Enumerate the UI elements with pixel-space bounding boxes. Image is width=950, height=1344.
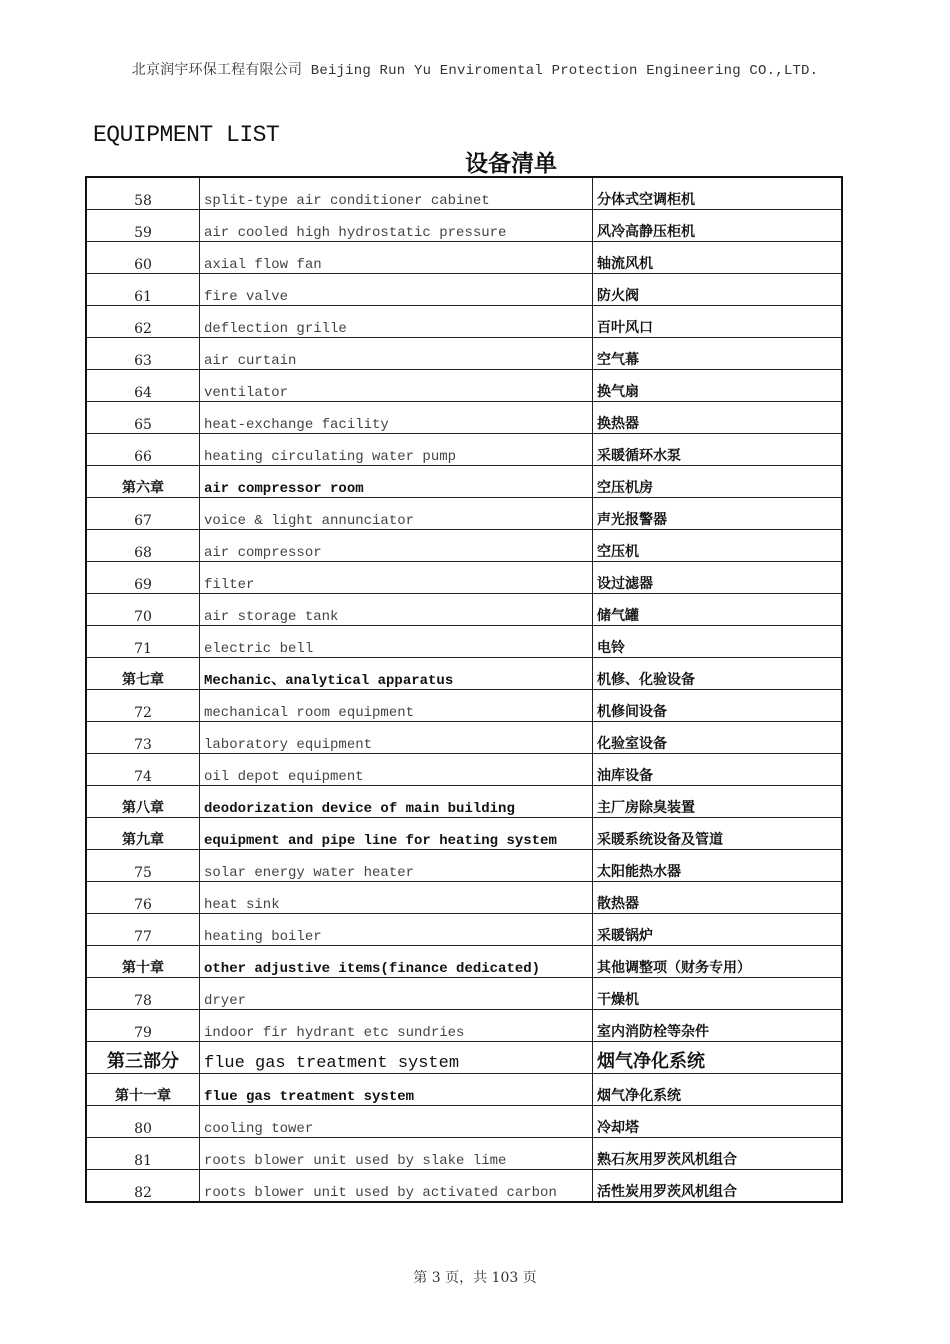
table-row <box>86 242 842 274</box>
row-number: 73 <box>86 722 200 754</box>
row-chinese-name: 防火阀 <box>593 274 843 306</box>
row-chinese-name: 太阳能热水器 <box>593 850 843 882</box>
row-number: 79 <box>86 1010 200 1042</box>
row-number: 80 <box>86 1106 200 1138</box>
row-chinese-name: 冷却塔 <box>593 1106 843 1138</box>
row-english-name: filter <box>200 562 593 594</box>
row-english-name: electric bell <box>200 626 593 658</box>
chapter-row <box>86 946 842 978</box>
row-number: 61 <box>86 274 200 306</box>
table-row <box>86 434 842 466</box>
table-row <box>86 338 842 370</box>
row-english-name: heat sink <box>200 882 593 914</box>
row-chinese-name: 室内消防栓等杂件 <box>593 1010 843 1042</box>
row-number: 60 <box>86 242 200 274</box>
row-number: 第七章 <box>86 658 200 690</box>
row-english-name: heat-exchange facility <box>200 402 593 434</box>
row-chinese-name: 烟气净化系统 <box>593 1074 843 1106</box>
table-row <box>86 370 842 402</box>
row-number: 59 <box>86 210 200 242</box>
table-row <box>86 722 842 754</box>
row-chinese-name: 电铃 <box>593 626 843 658</box>
row-chinese-name: 空压机房 <box>593 466 843 498</box>
row-chinese-name: 风冷高静压柜机 <box>593 210 843 242</box>
row-chinese-name: 油库设备 <box>593 754 843 786</box>
row-english-name: other adjustive items(finance dedicated) <box>200 946 593 978</box>
row-english-name: roots blower unit used by slake lime <box>200 1138 593 1170</box>
row-number: 75 <box>86 850 200 882</box>
row-chinese-name: 活性炭用罗茨风机组合 <box>593 1170 843 1203</box>
row-number: 82 <box>86 1170 200 1203</box>
row-chinese-name: 烟气净化系统 <box>593 1042 843 1074</box>
row-english-name: indoor fir hydrant etc sundries <box>200 1010 593 1042</box>
row-english-name: laboratory equipment <box>200 722 593 754</box>
row-number: 72 <box>86 690 200 722</box>
row-number: 63 <box>86 338 200 370</box>
row-chinese-name: 其他调整项（财务专用） <box>593 946 843 978</box>
row-chinese-name: 空气幕 <box>593 338 843 370</box>
row-chinese-name: 轴流风机 <box>593 242 843 274</box>
row-chinese-name: 换气扇 <box>593 370 843 402</box>
row-number: 68 <box>86 530 200 562</box>
row-english-name: flue gas treatment system <box>200 1074 593 1106</box>
row-english-name: flue gas treatment system <box>200 1042 593 1074</box>
row-english-name: equipment and pipe line for heating system <box>200 818 593 850</box>
row-chinese-name: 机修间设备 <box>593 690 843 722</box>
table-row <box>86 1170 842 1203</box>
row-chinese-name: 百叶风口 <box>593 306 843 338</box>
table-row <box>86 1106 842 1138</box>
row-number: 70 <box>86 594 200 626</box>
row-chinese-name: 熟石灰用罗茨风机组合 <box>593 1138 843 1170</box>
chapter-row <box>86 786 842 818</box>
row-english-name: fire valve <box>200 274 593 306</box>
table-row <box>86 177 842 210</box>
row-english-name: split-type air conditioner cabinet <box>200 177 593 210</box>
table-row <box>86 850 842 882</box>
table-row <box>86 210 842 242</box>
table-row <box>86 594 842 626</box>
row-chinese-name: 空压机 <box>593 530 843 562</box>
table-row <box>86 882 842 914</box>
row-number: 77 <box>86 914 200 946</box>
row-english-name: solar energy water heater <box>200 850 593 882</box>
table-row <box>86 498 842 530</box>
company-header: 北京润宇环保工程有限公司 Beijing Run Yu Enviromental Protection Engineering CO.,LTD. <box>131 63 819 79</box>
table-row <box>86 1010 842 1042</box>
title-chinese: 设备清单 <box>465 151 557 177</box>
table-row <box>86 306 842 338</box>
row-number: 66 <box>86 434 200 466</box>
row-english-name: heating circulating water pump <box>200 434 593 466</box>
chapter-row <box>86 818 842 850</box>
row-chinese-name: 采暖循环水泵 <box>593 434 843 466</box>
row-number: 74 <box>86 754 200 786</box>
row-number: 62 <box>86 306 200 338</box>
row-english-name: roots blower unit used by activated carbon <box>200 1170 593 1203</box>
row-number: 第十一章 <box>86 1074 200 1106</box>
row-number: 81 <box>86 1138 200 1170</box>
row-english-name: air compressor room <box>200 466 593 498</box>
row-english-name: mechanical room equipment <box>200 690 593 722</box>
row-chinese-name: 干燥机 <box>593 978 843 1010</box>
equipment-table-body <box>86 177 842 1202</box>
table-row <box>86 530 842 562</box>
row-chinese-name: 采暖系统设备及管道 <box>593 818 843 850</box>
row-chinese-name: 储气罐 <box>593 594 843 626</box>
row-english-name: air curtain <box>200 338 593 370</box>
page-footer: 第 3 页，共 103 页 <box>413 1270 537 1286</box>
row-number: 65 <box>86 402 200 434</box>
row-english-name: deodorization device of main building <box>200 786 593 818</box>
part-row <box>86 1042 842 1074</box>
table-row <box>86 754 842 786</box>
row-english-name: heating boiler <box>200 914 593 946</box>
row-number: 78 <box>86 978 200 1010</box>
row-chinese-name: 采暖锅炉 <box>593 914 843 946</box>
row-chinese-name: 声光报警器 <box>593 498 843 530</box>
row-english-name: air compressor <box>200 530 593 562</box>
title-english: EQUIPMENT LIST <box>93 122 280 148</box>
row-chinese-name: 设过滤器 <box>593 562 843 594</box>
row-number: 第十章 <box>86 946 200 978</box>
row-english-name: dryer <box>200 978 593 1010</box>
row-number: 58 <box>86 177 200 210</box>
row-english-name: voice & light annunciator <box>200 498 593 530</box>
row-number: 第六章 <box>86 466 200 498</box>
row-number: 71 <box>86 626 200 658</box>
chapter-row <box>86 1074 842 1106</box>
table-row <box>86 562 842 594</box>
row-number: 第三部分 <box>86 1042 200 1074</box>
row-number: 67 <box>86 498 200 530</box>
chapter-row <box>86 658 842 690</box>
row-english-name: air cooled high hydrostatic pressure <box>200 210 593 242</box>
row-chinese-name: 化验室设备 <box>593 722 843 754</box>
row-english-name: deflection grille <box>200 306 593 338</box>
row-english-name: oil depot equipment <box>200 754 593 786</box>
table-row <box>86 978 842 1010</box>
row-chinese-name: 分体式空调柜机 <box>593 177 843 210</box>
table-row <box>86 690 842 722</box>
table-row <box>86 914 842 946</box>
equipment-table <box>85 176 843 1203</box>
row-english-name: Mechanic、analytical apparatus <box>200 658 593 690</box>
row-chinese-name: 主厂房除臭装置 <box>593 786 843 818</box>
row-number: 69 <box>86 562 200 594</box>
row-english-name: ventilator <box>200 370 593 402</box>
row-chinese-name: 换热器 <box>593 402 843 434</box>
row-english-name: air storage tank <box>200 594 593 626</box>
chapter-row <box>86 466 842 498</box>
table-row <box>86 626 842 658</box>
row-number: 64 <box>86 370 200 402</box>
row-number: 76 <box>86 882 200 914</box>
row-chinese-name: 机修、化验设备 <box>593 658 843 690</box>
row-number: 第九章 <box>86 818 200 850</box>
row-chinese-name: 散热器 <box>593 882 843 914</box>
row-english-name: cooling tower <box>200 1106 593 1138</box>
row-english-name: axial flow fan <box>200 242 593 274</box>
row-number: 第八章 <box>86 786 200 818</box>
table-row <box>86 1138 842 1170</box>
table-row <box>86 402 842 434</box>
table-row <box>86 274 842 306</box>
